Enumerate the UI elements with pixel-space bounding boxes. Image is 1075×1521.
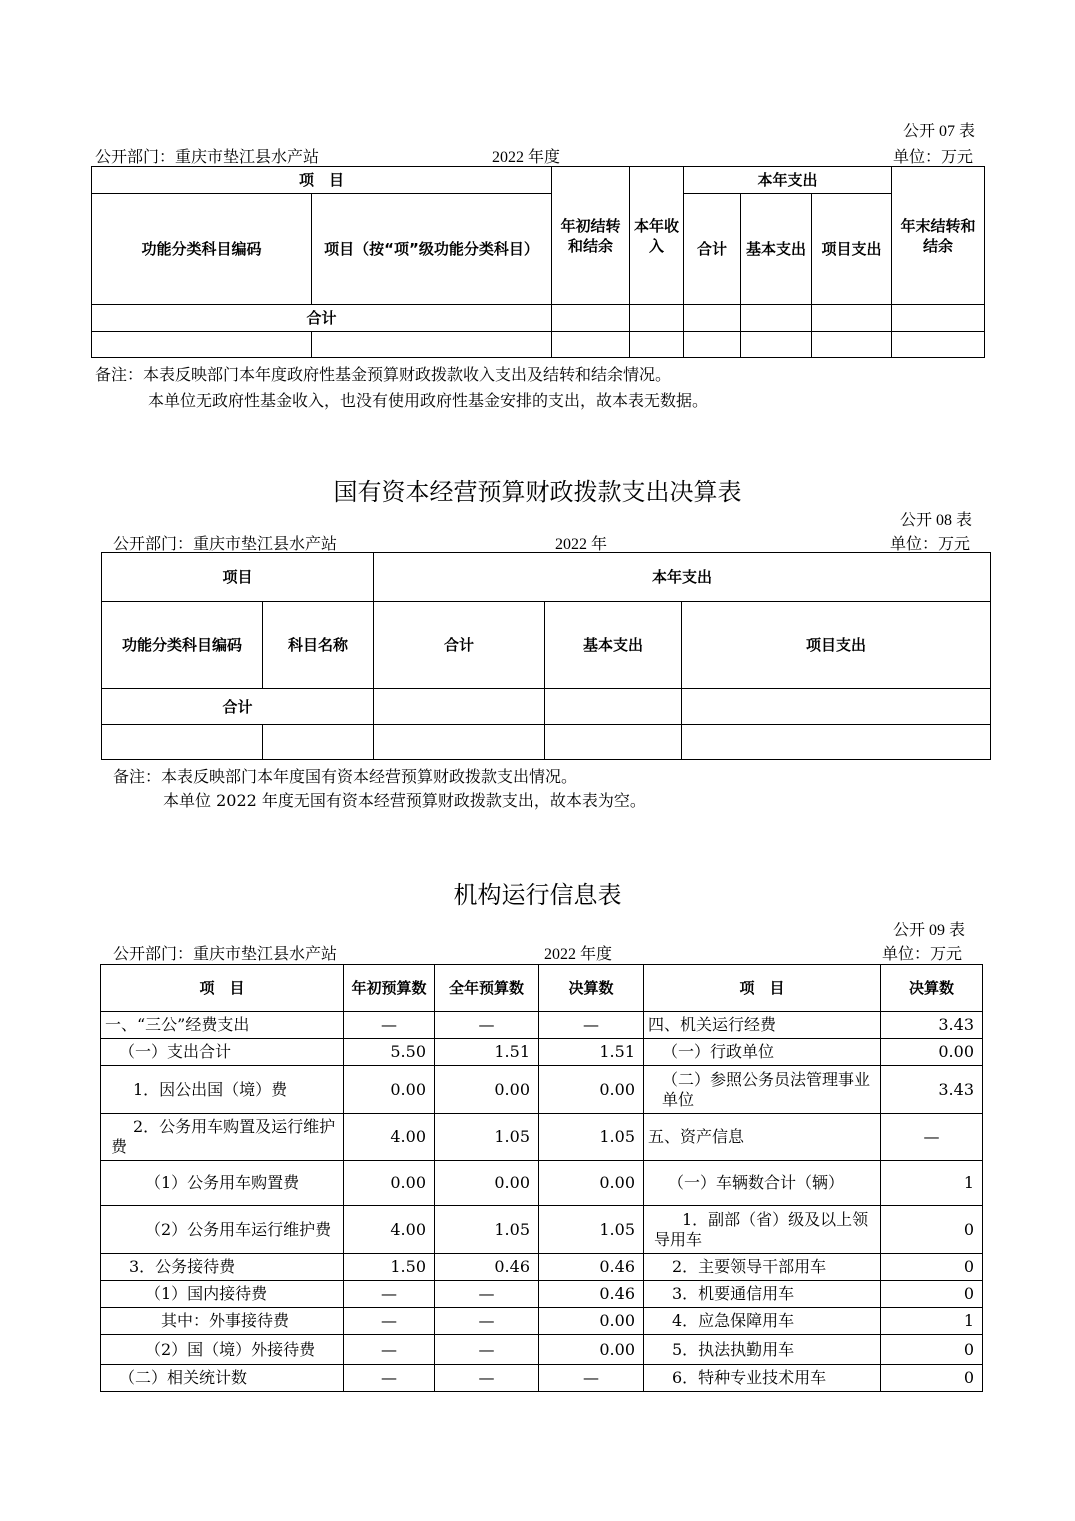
header-this-year-expense: 本年支出: [684, 167, 892, 194]
row-item: （2）公务用车运行维护费: [101, 1206, 344, 1254]
final-value: 1.05: [539, 1114, 644, 1161]
table-row: [101, 1254, 983, 1281]
header-final-right: 决算数: [881, 965, 983, 1012]
table-row: [101, 1308, 983, 1335]
begin-budget-value: 1.50: [344, 1254, 435, 1281]
final-value-right: 0: [881, 1281, 983, 1308]
department-label: 公开部门：重庆市垫江县水产站: [113, 946, 338, 963]
header-name: 项目（按“项”级功能分类科目）: [312, 194, 552, 305]
final-value: 1.51: [539, 1039, 644, 1066]
table-row: [101, 1114, 983, 1161]
page-title: 机构运行信息表: [453, 881, 622, 909]
header-final-left: 决算数: [539, 965, 644, 1012]
unit-label: 单位：万元: [882, 946, 963, 963]
final-value-right: 0: [881, 1335, 983, 1365]
row-item-right: （二）参照公务员法管理事业单位: [644, 1066, 881, 1114]
row-item: （1）公务用车购置费: [101, 1161, 344, 1206]
page-title: 国有资本经营预算财政拨款支出决算表: [333, 478, 742, 506]
header-project: 项目支出: [682, 602, 991, 689]
final-value-right: 1: [881, 1308, 983, 1335]
final-value: 0.00: [539, 1161, 644, 1206]
begin-budget-value: 4.00: [344, 1206, 435, 1254]
final-value-right: 0: [881, 1254, 983, 1281]
table-row: [92, 305, 985, 332]
row-item-right: 3．机要通信用车: [644, 1281, 881, 1308]
full-budget-value: —: [435, 1308, 539, 1335]
table-row: [102, 689, 991, 725]
table-row: [102, 725, 991, 760]
total-label: 合计: [92, 305, 552, 332]
begin-budget-value: 4.00: [344, 1114, 435, 1161]
note-line-1: 备注：本表反映部门本年度国有资本经营预算财政拨款支出情况。: [113, 767, 578, 786]
header-total: 合计: [684, 194, 741, 305]
table-row: [101, 1066, 983, 1114]
final-value: 0.46: [539, 1254, 644, 1281]
header-total: 合计: [374, 602, 545, 689]
header-item-left: 项 目: [101, 965, 344, 1012]
department-label: 公开部门：重庆市垫江县水产站: [95, 149, 320, 166]
row-item: 3．公务接待费: [101, 1254, 344, 1281]
header-basic: 基本支出: [545, 602, 682, 689]
year-label: 2022 年度: [492, 149, 561, 166]
table-row: [92, 332, 985, 358]
note-line-2: 本单位无政府性基金收入，也没有使用政府性基金安排的支出，故本表无数据。: [148, 391, 709, 410]
department-label: 公开部门：重庆市垫江县水产站: [113, 536, 338, 553]
final-value-right: 0: [881, 1365, 983, 1392]
final-value-right: 1: [881, 1161, 983, 1206]
row-item: 一、“三公”经费支出: [101, 1012, 344, 1039]
begin-budget-value: 5.50: [344, 1039, 435, 1066]
row-item: 其中：外事接待费: [101, 1308, 344, 1335]
row-item: 1．因公出国（境）费: [101, 1066, 344, 1114]
year-label: 2022 年度: [544, 946, 613, 963]
unit-label: 单位：万元: [893, 149, 974, 166]
state-capital-table: [101, 552, 991, 760]
table-row: [101, 1012, 983, 1039]
full-budget-value: 0.00: [435, 1066, 539, 1114]
header-item-right: 项 目: [644, 965, 881, 1012]
table-row: [101, 1365, 983, 1392]
final-value: 0.00: [539, 1066, 644, 1114]
header-code: 功能分类科目编码: [92, 194, 312, 305]
unit-label: 单位：万元: [890, 536, 971, 553]
table-row: [101, 1281, 983, 1308]
final-value-right: 0.00: [881, 1039, 983, 1066]
header-project: 项目支出: [812, 194, 892, 305]
final-value: 0.46: [539, 1281, 644, 1308]
row-item: （2）国（境）外接待费: [101, 1335, 344, 1365]
begin-budget-value: —: [344, 1365, 435, 1392]
final-value-right: 0: [881, 1206, 983, 1254]
full-budget-value: 0.00: [435, 1161, 539, 1206]
table-row: [101, 1335, 983, 1365]
row-item-right: 5．执法执勤用车: [644, 1335, 881, 1365]
header-end-balance: 年末结转和结余: [892, 167, 985, 305]
table-number: 公开 09 表: [893, 922, 966, 939]
final-value-right: 3.43: [881, 1066, 983, 1114]
final-value: —: [539, 1365, 644, 1392]
full-budget-value: —: [435, 1365, 539, 1392]
begin-budget-value: —: [344, 1335, 435, 1365]
full-budget-value: —: [435, 1335, 539, 1365]
final-value: 1.05: [539, 1206, 644, 1254]
table-row: [101, 1039, 983, 1066]
full-budget-value: 1.05: [435, 1114, 539, 1161]
full-budget-value: 0.46: [435, 1254, 539, 1281]
note-line-2: 本单位 2022 年度无国有资本经营预算财政拨款支出，故本表为空。: [163, 791, 646, 810]
row-item-right: 四、机关运行经费: [644, 1012, 881, 1039]
full-budget-value: 1.51: [435, 1039, 539, 1066]
row-item-right: 2．主要领导干部用车: [644, 1254, 881, 1281]
full-budget-value: —: [435, 1281, 539, 1308]
note-line-1: 备注：本表反映部门本年度政府性基金预算财政拨款收入支出及结转和结余情况。: [95, 365, 672, 384]
final-value: 0.00: [539, 1308, 644, 1335]
header-this-year-expense: 本年支出: [374, 553, 991, 602]
table-row: [101, 1161, 983, 1206]
full-budget-value: —: [435, 1012, 539, 1039]
table-number: 公开 07 表: [903, 123, 976, 140]
full-budget-value: 1.05: [435, 1206, 539, 1254]
header-item: 项 目: [92, 167, 552, 194]
row-item: （二）相关统计数: [101, 1365, 344, 1392]
table-row: [101, 1206, 983, 1254]
row-item-right: （一）行政单位: [644, 1039, 881, 1066]
final-value: 0.00: [539, 1335, 644, 1365]
row-item-right: 1．副部（省）级及以上领导用车: [644, 1206, 881, 1254]
begin-budget-value: —: [344, 1308, 435, 1335]
header-income: 本年收入: [630, 167, 684, 305]
header-basic: 基本支出: [741, 194, 812, 305]
total-label: 合计: [102, 689, 374, 725]
row-item-right: （一）车辆数合计（辆）: [644, 1161, 881, 1206]
row-item: （1）国内接待费: [101, 1281, 344, 1308]
begin-budget-value: 0.00: [344, 1161, 435, 1206]
government-fund-table: [91, 166, 985, 358]
final-value-right: —: [881, 1114, 983, 1161]
header-name: 科目名称: [263, 602, 374, 689]
row-item-right: 6．特种专业技术用车: [644, 1365, 881, 1392]
header-code: 功能分类科目编码: [102, 602, 263, 689]
header-full-budget: 全年预算数: [435, 965, 539, 1012]
row-item: （一）支出合计: [101, 1039, 344, 1066]
year-label: 2022 年: [555, 536, 608, 553]
table-number: 公开 08 表: [900, 512, 973, 529]
begin-budget-value: —: [344, 1281, 435, 1308]
header-begin-balance: 年初结转和结余: [552, 167, 630, 305]
header-begin-budget: 年初预算数: [344, 965, 435, 1012]
operation-info-table: [100, 964, 983, 1392]
begin-budget-value: —: [344, 1012, 435, 1039]
begin-budget-value: 0.00: [344, 1066, 435, 1114]
final-value: —: [539, 1012, 644, 1039]
final-value-right: 3.43: [881, 1012, 983, 1039]
row-item-right: 五、资产信息: [644, 1114, 881, 1161]
row-item: 2．公务用车购置及运行维护费: [101, 1114, 344, 1161]
row-item-right: 4．应急保障用车: [644, 1308, 881, 1335]
header-item: 项目: [102, 553, 374, 602]
